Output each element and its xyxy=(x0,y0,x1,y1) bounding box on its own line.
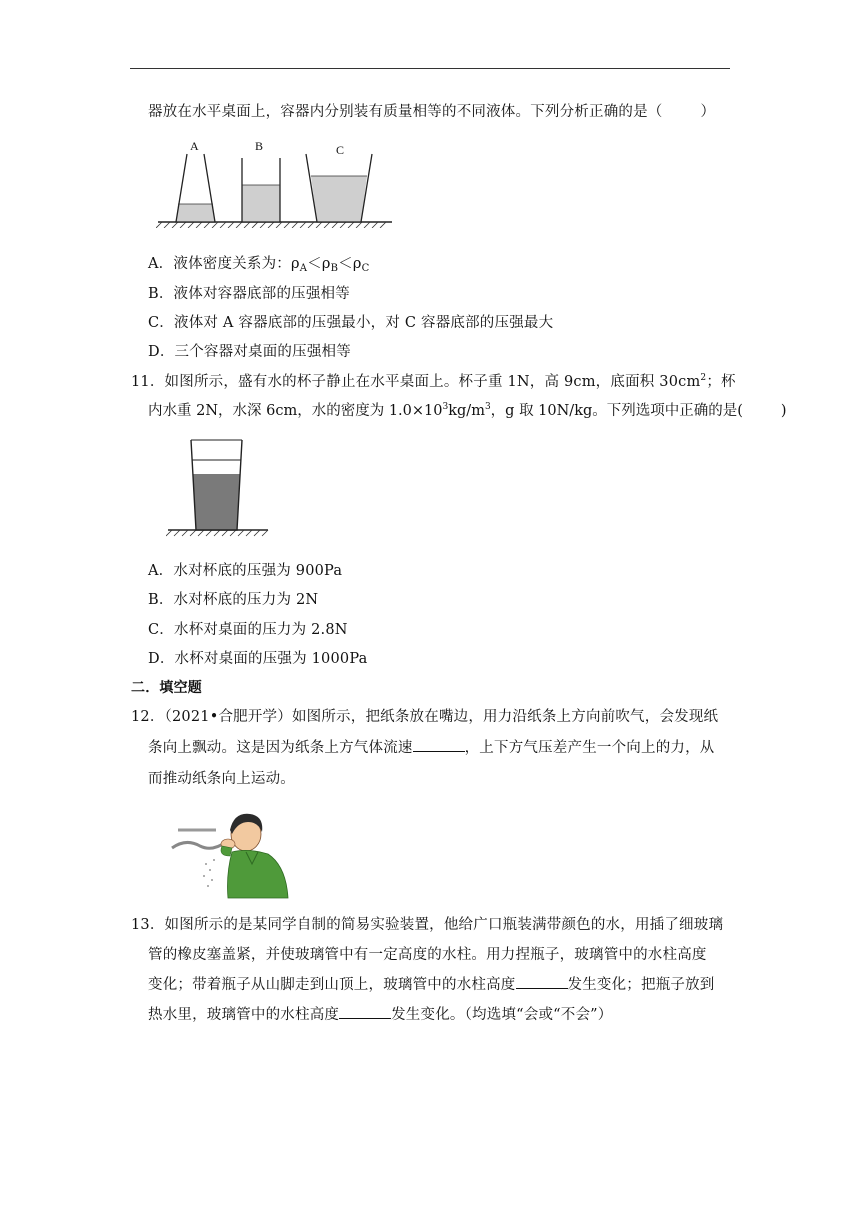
q10-stem: 器放在水平桌面上，容器内分别装有质量相等的不同液体。下列分析正确的是（ ） xyxy=(148,104,716,120)
q13-stem-line2: 管的橡皮塞盖紧，并使玻璃管中有一定高度的水柱。用力捏瓶子，玻璃管中的水柱高度 xyxy=(148,947,707,963)
q11-option-a: A．水对杯底的压强为 900Pa xyxy=(148,563,343,579)
q13-stem-line3: 变化；带着瓶子从山脚走到山顶上，玻璃管中的水柱高度 发生变化；把瓶子放到 xyxy=(148,974,715,996)
container-b-label: B xyxy=(255,139,264,153)
q10-option-c: C．液体对 A 容器底部的压强最小，对 C 容器底部的压强最大 xyxy=(148,315,554,331)
container-a-label: A xyxy=(190,139,199,153)
q13-answer-blank-2[interactable] xyxy=(339,1004,391,1019)
q10-option-d: D．三个容器对桌面的压强相等 xyxy=(148,344,351,360)
q10-containers-figure xyxy=(156,136,396,228)
q12-blowing-boy-figure xyxy=(168,808,292,900)
q11-cup-figure xyxy=(166,438,270,538)
q10-option-b: B．液体对容器底部的压强相等 xyxy=(148,286,350,302)
q11-option-b: B．水对杯底的压力为 2N xyxy=(148,592,319,608)
q11-stem-line1: 11．如图所示，盛有水的杯子静止在水平桌面上。杯子重 1N，高 9cm，底面积 $30cm^2$；杯 xyxy=(131,373,736,390)
q10-option-a: A．液体密度关系为：$\rho_A<\rho_B<\rho_C$ xyxy=(148,256,370,274)
q13-stem-line1: 13．如图所示的是某同学自制的简易实验装置，他给广口瓶装满带颜色的水，用插了细玻璃 xyxy=(131,917,724,933)
q13-stem-line4: 热水里，玻璃管中的水柱高度 发生变化。（均选填“会或“不会”） xyxy=(148,1004,613,1026)
q12-stem-line3: 而推动纸条向上运动。 xyxy=(148,771,295,787)
q12-answer-blank[interactable] xyxy=(413,737,465,752)
q11-stem-line2: 内水重 2N，水深 6cm，水的密度为 $1.0\times 10^3kg/m^3$，g 取 10N/kg。下列选项中正确的是( ) xyxy=(148,402,787,419)
q11-option-d: D．水杯对桌面的压强为 1000Pa xyxy=(148,651,368,667)
q12-stem-line2: 条向上飘动。这是因为纸条上方气体流速 ，上下方气压差产生一个向上的力，从 xyxy=(148,737,715,759)
header-rule xyxy=(130,68,730,69)
q13-answer-blank-1[interactable] xyxy=(516,974,568,989)
container-c-label: C xyxy=(336,143,345,157)
section-heading: 二．填空题 xyxy=(131,680,202,696)
q12-stem-line1: 12．（2021•合肥开学）如图所示，把纸条放在嘴边，用力沿纸条上方向前吹气，会发现纸 xyxy=(131,709,719,725)
q11-option-c: C．水杯对桌面的压力为 2.8N xyxy=(148,622,348,638)
